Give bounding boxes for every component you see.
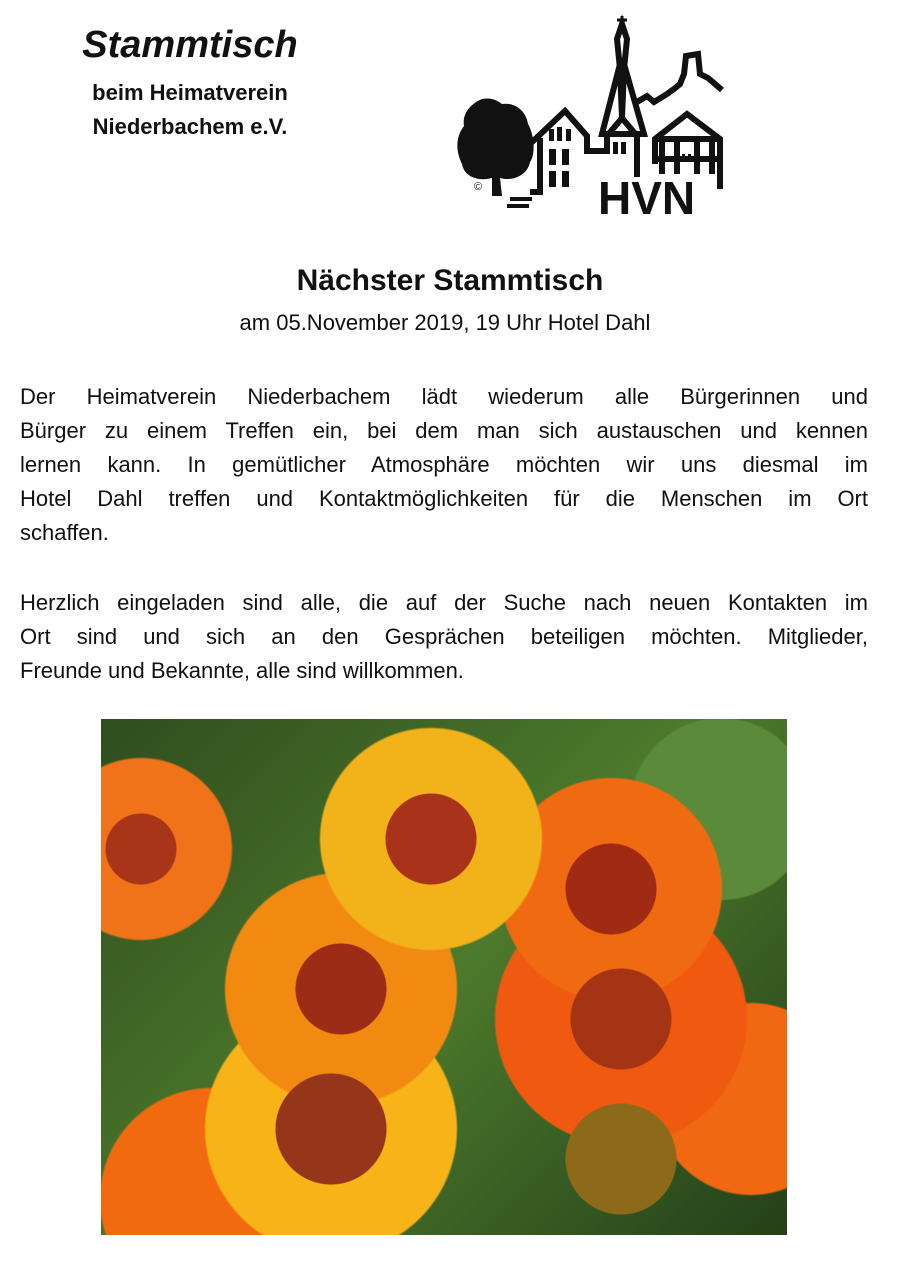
text-line: Hotel Dahl treffen und Kontaktmöglichkeiten für die Menschen im Ort	[20, 486, 868, 511]
flyer-title: Stammtisch	[82, 24, 298, 66]
logo-tree	[457, 99, 533, 196]
text-line: Bürger zu einem Treffen ein, bei dem man sich austauschen und kennen	[20, 418, 868, 443]
text-line: lernen kann. In gemütlicher Atmosphäre möchten wir uns diesmal im	[20, 452, 868, 477]
logo-text: HVN	[598, 172, 696, 218]
logo-house-left	[530, 111, 637, 177]
flower-photo	[101, 719, 787, 1235]
logo-church-tower	[602, 24, 644, 134]
paragraph-welcome	[20, 586, 868, 688]
hvn-logo	[452, 14, 732, 218]
event-heading: Nächster Stammtisch	[296, 264, 604, 297]
text-line: schaffen.	[20, 520, 109, 545]
flyer-subtitle-line1: beim Heimatverein	[92, 80, 288, 105]
text-line: Freunde und Bekannte, alle sind willkommen.	[20, 658, 464, 683]
paragraph-invitation	[20, 380, 868, 550]
flyer-subtitle-line2: Niederbachem e.V.	[92, 114, 288, 139]
logo-copyright: ©	[474, 181, 483, 193]
text-line: Der Heimatverein Niederbachem lädt wiederum alle Bürgerinnen und	[20, 384, 868, 409]
event-details: am 05.November 2019, 19 Uhr Hotel Dahl	[239, 310, 651, 335]
logo-hills	[637, 54, 722, 102]
text-line: Herzlich eingeladen sind alle, die auf der Suche nach neuen Kontakten im	[20, 590, 868, 615]
text-line: Ort sind und sich an den Gesprächen beteiligen möchten. Mitglieder,	[20, 624, 868, 649]
